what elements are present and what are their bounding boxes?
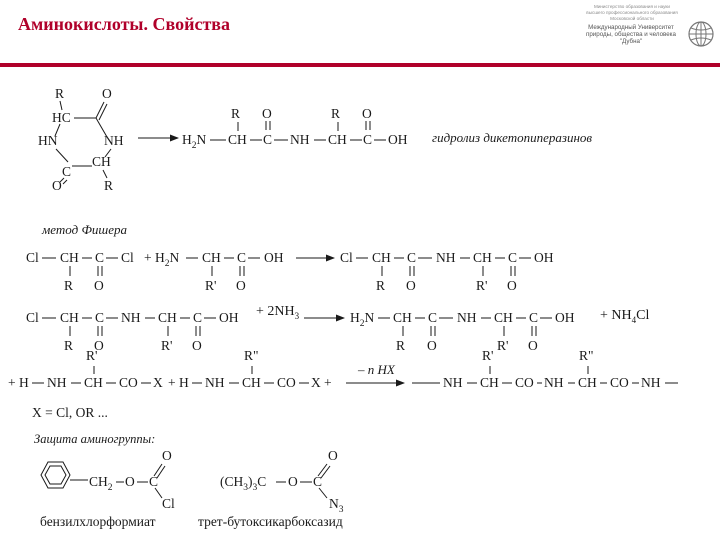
fischer-reactants [26, 250, 284, 293]
svg-text:CO: CO [119, 375, 138, 390]
svg-text:X: X [153, 375, 163, 390]
svg-text:+ H: + H [168, 375, 189, 390]
svg-text:NH: NH [47, 375, 67, 390]
svg-text:R": R" [244, 348, 259, 363]
svg-text:C: C [363, 132, 373, 147]
svg-text:R: R [331, 106, 341, 121]
diketopiperazine-structure [38, 86, 124, 193]
svg-text:O: O [528, 338, 538, 353]
svg-text:R": R" [579, 348, 594, 363]
svg-text:C: C [149, 474, 159, 489]
nh4cl-text: + NH [600, 308, 632, 323]
svg-text:R': R' [86, 348, 98, 363]
svg-text:CH: CH [60, 310, 79, 325]
logo-line-2: высшего профессионального образования [586, 10, 678, 15]
tboc-azide-label: трет-бутоксикарбоксазид [198, 514, 343, 529]
dkp-r-top: R [55, 86, 65, 101]
svg-text:CH: CH [372, 250, 391, 265]
svg-text:CH: CH [494, 310, 513, 325]
svg-text:R: R [64, 338, 74, 353]
logo-uni-line-2: природы, общества и человека [586, 31, 676, 38]
svg-text:R': R' [161, 338, 173, 353]
svg-text:O: O [328, 448, 338, 463]
fischer-row-2-reactant [26, 310, 239, 353]
dkp-o-bottom: O [52, 178, 62, 193]
dkp-o-top: O [102, 86, 112, 101]
svg-text:Cl: Cl [162, 496, 175, 511]
benzyl-chloroformate-label: бензилхлорформиат [40, 514, 156, 529]
polymerization-reactants [8, 348, 332, 390]
svg-text:C: C [407, 250, 417, 265]
svg-text:C: C [95, 310, 105, 325]
svg-text:+ H: + H [8, 375, 29, 390]
svg-text:CO: CO [277, 375, 296, 390]
svg-text:O: O [192, 338, 202, 353]
svg-text:NH: NH [436, 250, 456, 265]
svg-text:R: R [64, 278, 74, 293]
svg-text:Cl: Cl [121, 250, 134, 265]
amino-protection-note: Защита аминогруппы: [34, 432, 156, 446]
svg-text:OH: OH [219, 310, 239, 325]
fischer-row-2-product [350, 310, 575, 353]
dkp-c-lower: C [62, 164, 72, 179]
svg-text:Cl: Cl [26, 310, 39, 325]
svg-text:CH: CH [393, 310, 412, 325]
svg-text:CH: CH [60, 250, 79, 265]
svg-text:CO: CO [610, 375, 629, 390]
svg-text:O: O [288, 474, 298, 489]
x-definition: X = Cl, OR ... [32, 405, 108, 420]
svg-text:+: + [324, 375, 332, 390]
svg-text:O: O [406, 278, 416, 293]
svg-text:CH: CH [228, 132, 247, 147]
logo-uni-line-3: "Дубна" [619, 38, 643, 45]
svg-text:OH: OH [388, 132, 408, 147]
logo-uni-line-1: Международный Университет [588, 24, 674, 31]
dipeptide-product [182, 106, 408, 151]
ammonia-subscript: 3 [294, 310, 300, 321]
svg-text:C: C [313, 474, 323, 489]
svg-text:C: C [193, 310, 203, 325]
slide-title: Аминокислоты. Свойства [18, 14, 231, 34]
svg-text:X: X [311, 375, 321, 390]
fischer-intermediate [340, 250, 554, 293]
svg-text:OH: OH [555, 310, 575, 325]
svg-text:CO: CO [515, 375, 534, 390]
svg-text:CH: CH [473, 250, 492, 265]
svg-text:NH: NH [205, 375, 225, 390]
dkp-hn-left: HN [38, 133, 58, 148]
svg-text:C: C [95, 250, 105, 265]
logo-line-3: Московской области [610, 16, 654, 21]
nh4cl-subscript: 4 [631, 314, 637, 325]
svg-text:H2N: $H_2N$ [350, 310, 375, 329]
dkp-hc: HC [52, 110, 71, 125]
svg-text:OH: OH [534, 250, 554, 265]
svg-text:NH: NH [544, 375, 564, 390]
logo-line-1: Министерство образования и науки [594, 4, 670, 9]
svg-text:CH: CH [480, 375, 499, 390]
polymer-product [412, 348, 678, 390]
svg-text:CH: CH [84, 375, 103, 390]
svg-text:O: O [94, 338, 104, 353]
svg-text:+ H2N: + $H_2N$ [144, 250, 180, 269]
svg-text:R': R' [497, 338, 509, 353]
svg-text:C: C [529, 310, 539, 325]
ammonia-text: + 2NH [256, 304, 295, 319]
svg-text:R: R [396, 338, 406, 353]
svg-text:Cl: Cl [340, 250, 353, 265]
hydrolysis-note: гидролиз дикетопиперазинов [432, 130, 593, 145]
svg-text:NH: NH [443, 375, 463, 390]
svg-text:O: O [507, 278, 517, 293]
benzyl-chloroformate-structure [41, 448, 175, 511]
svg-text:NH: NH [641, 375, 661, 390]
svg-text:O: O [162, 448, 172, 463]
svg-text:CH: CH [242, 375, 261, 390]
svg-text:O: O [262, 106, 272, 121]
svg-text:R': R' [476, 278, 488, 293]
svg-text:R: R [231, 106, 241, 121]
svg-text:C: C [508, 250, 518, 265]
svg-text:CH: CH [202, 250, 221, 265]
minus-hx-label: – n HX [358, 362, 395, 377]
svg-text:O: O [362, 106, 372, 121]
svg-text:OH: OH [264, 250, 284, 265]
svg-text:Cl: Cl [26, 250, 39, 265]
svg-text:NH: NH [290, 132, 310, 147]
dkp-r-bottom: R [104, 178, 114, 193]
dkp-ch: CH [92, 154, 111, 169]
svg-text:R: R [376, 278, 386, 293]
svg-text:R': R' [205, 278, 217, 293]
svg-text:O: O [236, 278, 246, 293]
svg-text:CH: CH [158, 310, 177, 325]
svg-text:C: C [263, 132, 273, 147]
svg-text:H2N: $H_2N$ [182, 132, 207, 151]
svg-text:NH: NH [457, 310, 477, 325]
svg-text:R': R' [482, 348, 494, 363]
svg-text:N3: $N_3$ [329, 496, 344, 515]
svg-text:C: C [237, 250, 247, 265]
fischer-method-note: метод Фишера [42, 222, 127, 237]
svg-text:(CH3)3C: $(CH_3)_3C$ [220, 474, 267, 493]
svg-text:NH: NH [121, 310, 141, 325]
tboc-azide-structure [220, 448, 344, 515]
svg-text:O: O [94, 278, 104, 293]
svg-text:C: C [428, 310, 438, 325]
nh4cl-tail: Cl [636, 308, 650, 323]
svg-text:O: O [427, 338, 437, 353]
dkp-nh-right: NH [104, 133, 124, 148]
svg-text:CH2: $CH_2$ [89, 474, 113, 493]
svg-text:O: O [125, 474, 135, 489]
svg-text:CH: CH [328, 132, 347, 147]
svg-text:CH: CH [578, 375, 597, 390]
